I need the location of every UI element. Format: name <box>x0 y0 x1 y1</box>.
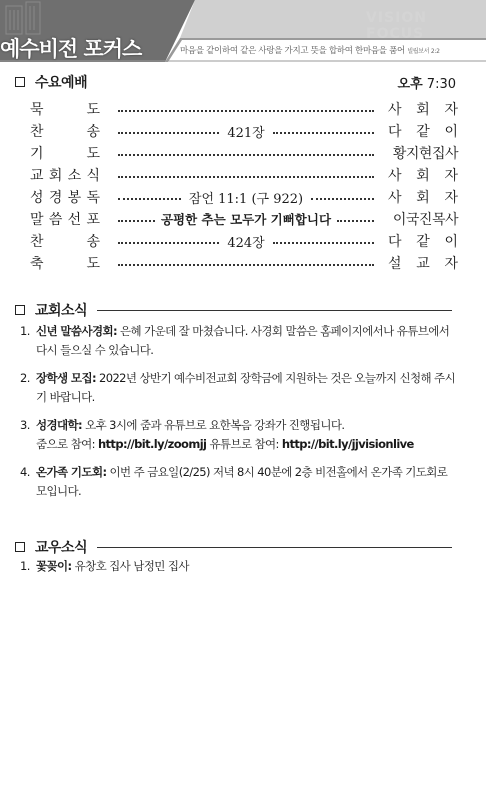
news-item: 2. 장학생 모집: 2022년 상반기 예수비전교회 장학금에 지원하는 것은 오늘까지 신청해 주시기 바랍니다. <box>20 371 456 404</box>
worship-order-row <box>30 186 458 208</box>
order-item-content: 424장 <box>227 235 265 251</box>
order-item-person: 사 회 자 <box>388 168 458 184</box>
banner-title: 예수비전 포커스 <box>0 37 142 61</box>
order-item-content: 잠언 11:1 (구 922) <box>188 191 304 207</box>
worship-time: 오후 7:30 <box>397 77 456 92</box>
order-item-name: 기 도 <box>30 146 100 162</box>
order-item-name: 찬 송 <box>30 234 100 250</box>
order-item-person: 다 같 이 <box>388 124 458 140</box>
checkbox-square-icon <box>15 542 25 552</box>
worship-order-row <box>30 98 458 120</box>
order-item-name: 축 도 <box>30 256 100 272</box>
order-item-person: 황지현집사 <box>392 146 458 162</box>
order-item-person: 이국진목사 <box>392 212 458 228</box>
section-divider <box>97 547 452 548</box>
order-item-name: 교 회 소 식 <box>30 168 100 184</box>
worship-order-row <box>30 208 458 230</box>
worship-heading: 수요예배 <box>15 72 87 92</box>
order-item-content: 공평한 추는 모두가 기뻐합니다 <box>160 212 332 227</box>
church-news-heading: 교회소식 <box>15 300 452 320</box>
member-news-heading: 교우소식 <box>15 537 452 557</box>
banner-decoration: VISION FOCUS <box>366 10 427 42</box>
checkbox-square-icon <box>15 77 25 87</box>
order-item-name: 찬 송 <box>30 124 100 140</box>
header-banner <box>0 0 486 62</box>
worship-order-row <box>30 142 458 164</box>
news-item: 3. 성경대학: 오후 3시에 줌과 유튜브로 요한복음 강좌가 진행됩니다. 줌으로 참여: http://bit.ly/zoomjj 유튜브로 참여: http://bit.ly/jjvisionlive <box>20 418 414 451</box>
news-item: 4. 온가족 기도회: 이번 주 금요일(2/25) 저녁 8시 40분에 2층 비전홀에서 온가족 기도회로 모입니다. <box>20 465 448 498</box>
news-item: 1. 신년 말씀사경회: 은혜 가운데 잘 마쳤습니다. 사경회 말씀은 홈페이지에서나 유튜브에서 다시 들으실 수 있습니다. <box>20 324 450 357</box>
youtube-link[interactable]: http://bit.ly/jjvisionlive <box>281 437 414 451</box>
worship-order-row <box>30 164 458 186</box>
checkbox-square-icon <box>15 305 25 315</box>
worship-order-row <box>30 252 458 274</box>
order-item-person: 사 회 자 <box>388 190 458 206</box>
order-item-person: 사 회 자 <box>388 102 458 118</box>
worship-order-row <box>30 120 458 142</box>
zoom-link[interactable]: http://bit.ly/zoomjj <box>97 437 207 451</box>
banner-motto: 마음을 같이하여 같은 사랑을 가지고 뜻을 합하여 한마음을 품어 빌립보서 2:2 <box>180 46 440 56</box>
order-item-person: 설 교 자 <box>388 256 458 272</box>
section-divider <box>97 310 452 311</box>
order-item-content: 421장 <box>227 125 265 141</box>
order-item-name: 말 씀 선 포 <box>30 212 100 228</box>
worship-order-row <box>30 230 458 252</box>
order-item-person: 다 같 이 <box>388 234 458 250</box>
order-item-name: 성 경 봉 독 <box>30 190 100 206</box>
news-item: 1. 꽃꽂이: 유창호 집사 남정민 집사 <box>20 559 189 573</box>
order-item-name: 묵 도 <box>30 102 100 118</box>
